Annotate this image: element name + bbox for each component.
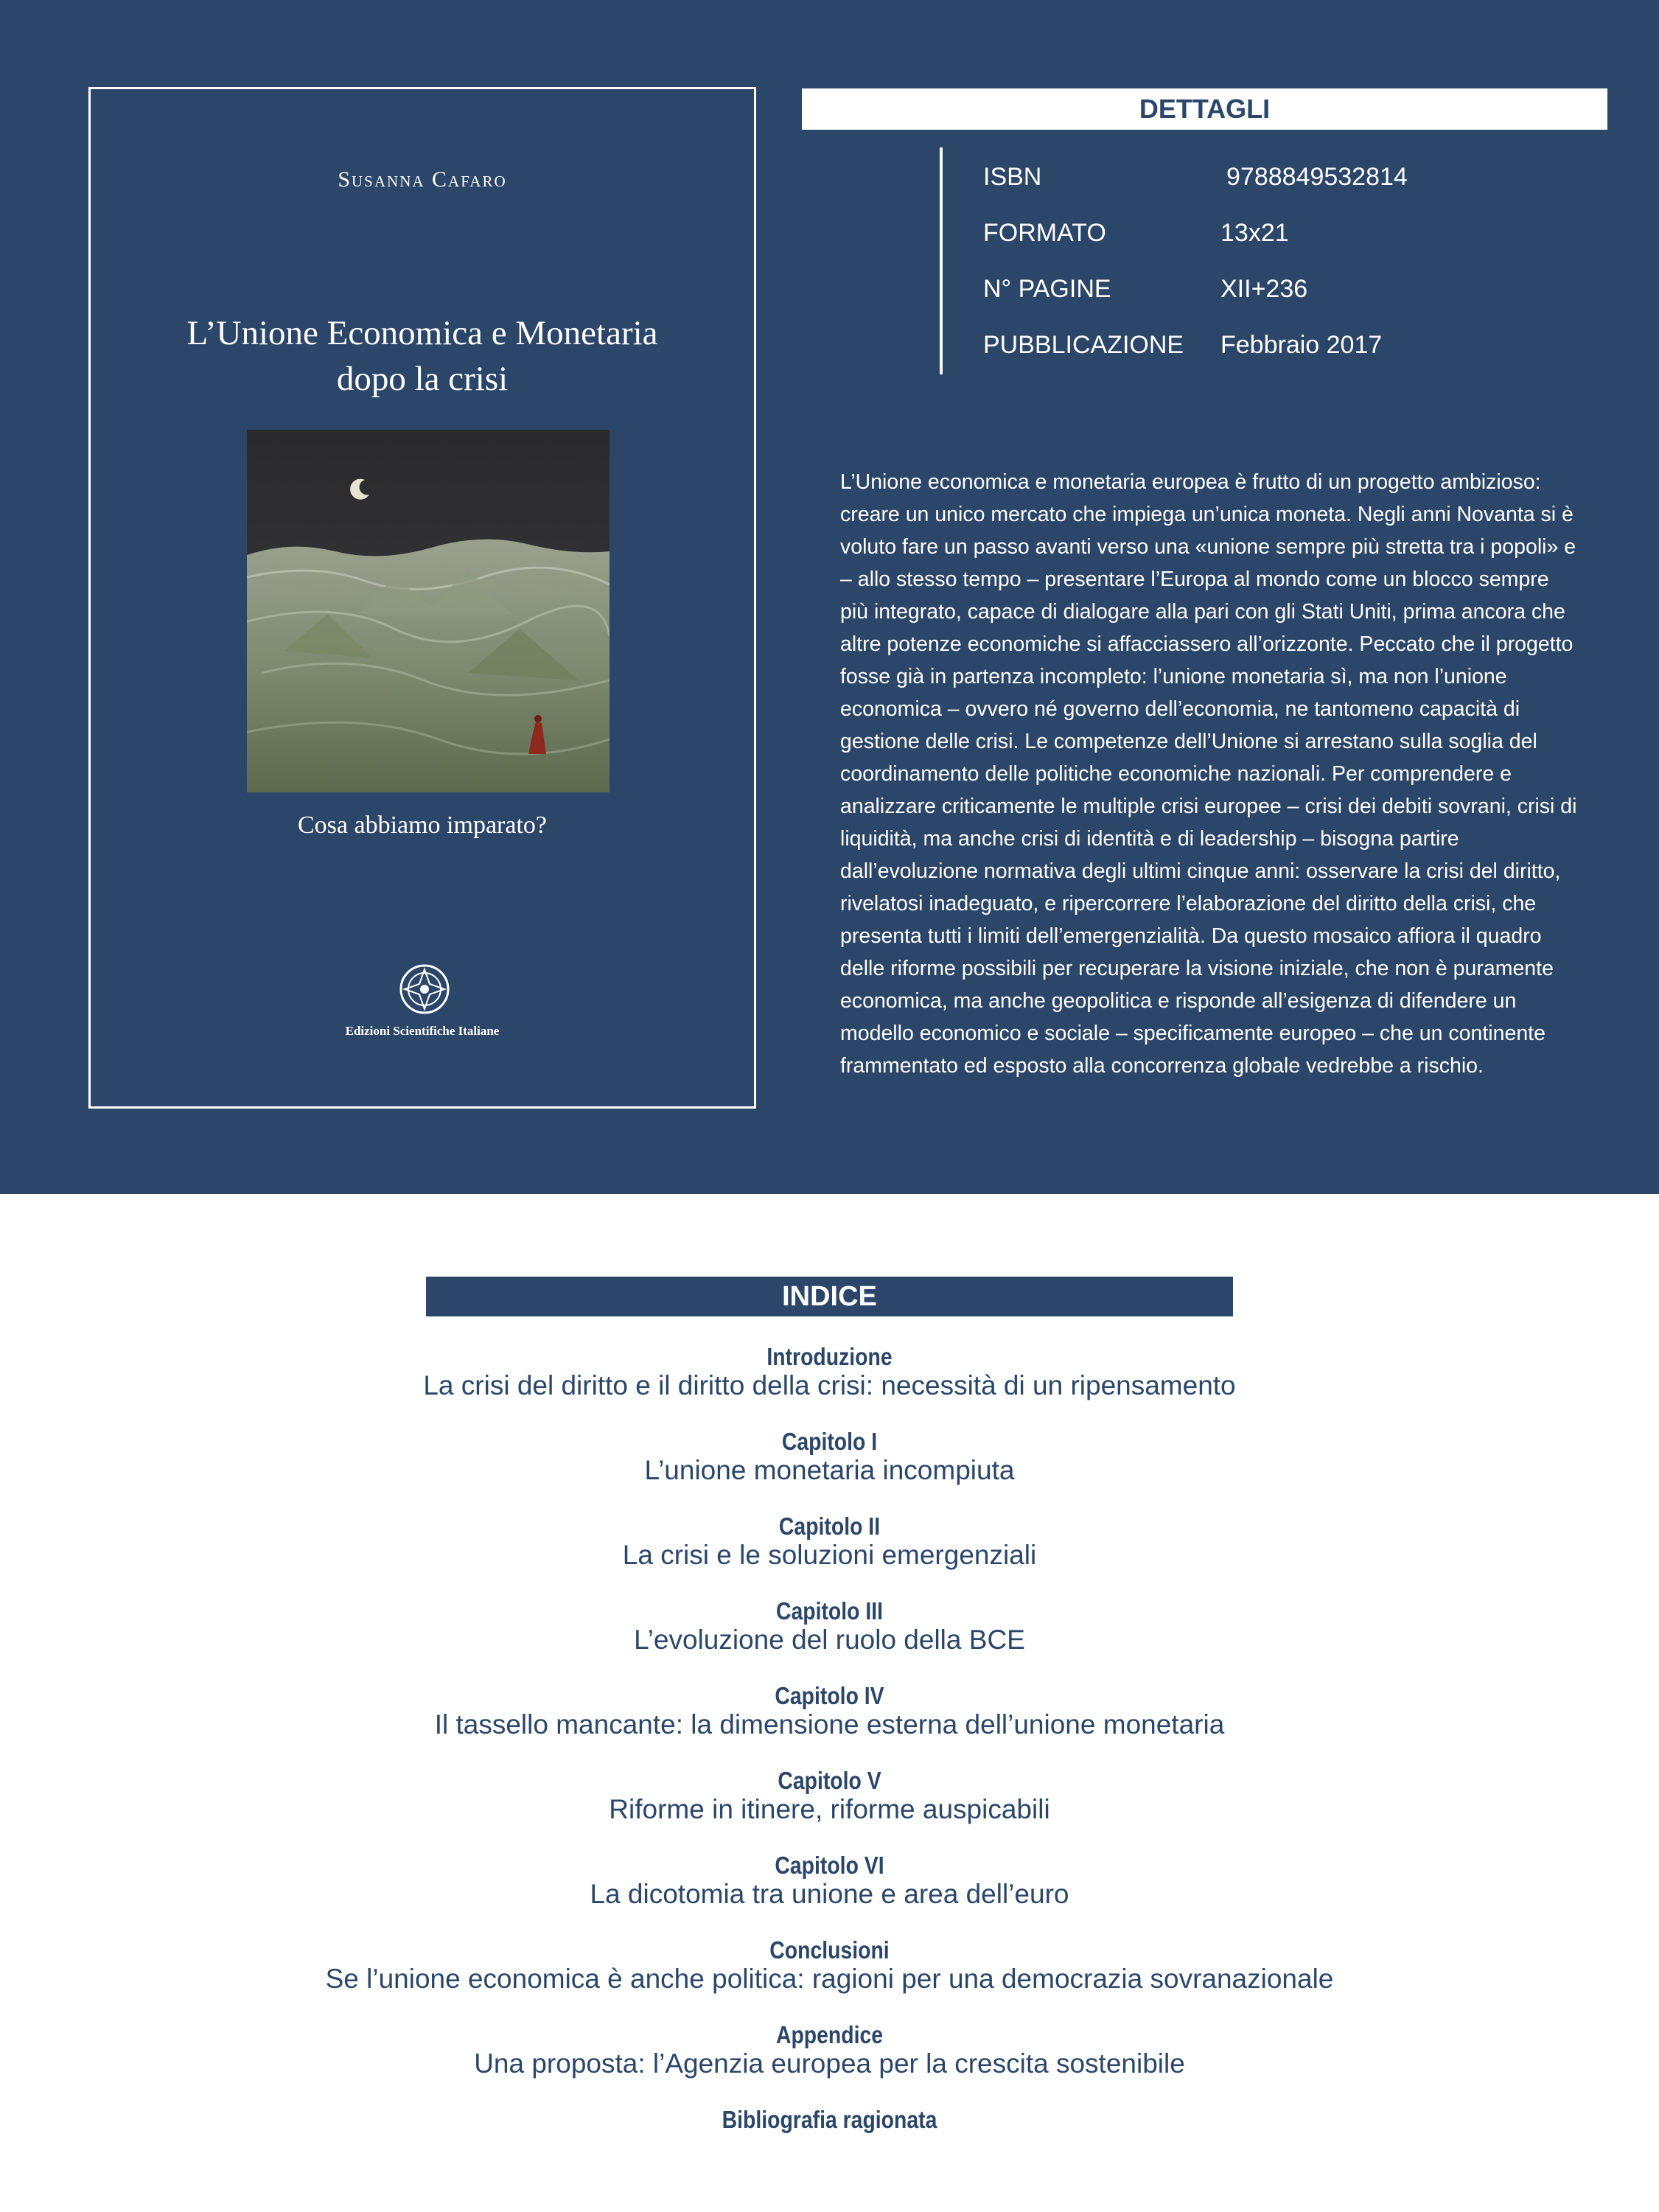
- details-label: FORMATO: [983, 219, 1106, 247]
- index-entry: [0, 2021, 1659, 2106]
- index-header: INDICE: [426, 1277, 1233, 1316]
- index-entry: [0, 1936, 1659, 2021]
- index-title: L’evoluzione del ruolo della BCE: [634, 1625, 1025, 1655]
- details-divider: [940, 147, 943, 374]
- publisher-logo-icon: [399, 963, 450, 1015]
- index-title: Se l’unione economica è anche politica: ragioni per una democrazia sovranazionale: [325, 1964, 1334, 1994]
- index-title: La dicotomia tra unione e area dell’euro: [590, 1879, 1069, 1909]
- cover-title-line2: dopo la crisi: [336, 360, 509, 398]
- details-value: 13x21: [1220, 219, 1289, 247]
- index-chapter: Capitolo II: [778, 1513, 881, 1540]
- index-entry: [0, 1767, 1659, 1852]
- details-header: DETTAGLI: [802, 88, 1607, 130]
- index-chapter: Capitolo I: [781, 1428, 878, 1455]
- index-chapter: Capitolo III: [775, 1597, 884, 1625]
- cover-subtitle: Cosa abbiamo imparato?: [297, 812, 547, 839]
- index-title: La crisi e le soluzioni emergenziali: [622, 1540, 1037, 1570]
- index-title: Una proposta: l’Agenzia europea per la crescita sostenibile: [474, 2048, 1185, 2079]
- index-entry: [0, 1682, 1659, 1767]
- details-row-formato: [983, 211, 1573, 255]
- index-chapter: Bibliografia ragionata: [722, 2106, 937, 2133]
- details-label: PUBBLICAZIONE: [983, 331, 1184, 359]
- index-chapter: Capitolo VI: [775, 1852, 884, 1879]
- index-entry: [0, 1852, 1659, 1936]
- index-title: L’unione monetaria incompiuta: [644, 1455, 1015, 1485]
- index-entry: [0, 1428, 1659, 1513]
- cover-artwork: [247, 430, 610, 792]
- details-value: 9788849532814: [1226, 163, 1408, 191]
- details-value: Febbraio 2017: [1220, 331, 1383, 359]
- details-row-pubblicazione: [983, 323, 1573, 367]
- index-list: [0, 1343, 1659, 2191]
- book-description: L’Unione economica e monetaria europea è frutto di un progetto ambizioso: creare un unico mercato che impiega un’unica moneta. Negli anni Novanta si è voluto fare un passo avanti verso una «unione sempre più stretta tra i popoli» e – allo stesso tempo – presentare l’Europa al mondo come un blocco sempre più integrato, capace di dialogare alla pari con gli Stati Uniti, prima ancora che altre potenze economiche si affacciassero all’orizzonte. Peccato che il progetto fosse già in partenza incompleto: l’unione monetaria sì, ma non l’unione economica – ovvero né governo dell’economia, ne tantomeno capacità di gestione delle crisi. Le competenze dell’Unione si arrestano sulla soglia del coordinamento delle politiche economiche nazionali. Per comprendere e analizzare criticamente le multiple crisi europee – crisi dei debiti sovrani, crisi di liquidità, ma anche crisi di identità e di leadership – bisogna partire dall’evoluzione normativa degli ultimi cinque anni: osservare la crisi del diritto, rivelatosi inadeguato, e ripercorrere l’elaborazione del diritto della crisi, che presenta tutti i limiti dell’emergenzialità. Da questo mosaico affiora il quadro delle riforme possibili per recuperare la visione iniziale, che non è puramente economica, ma anche geopolitica e risponde all’esigenza di difendere un modello economico e sociale – specificamente europeo – che un continente frammentato ed esposto alla concorrenza globale vedrebbe a rischio.: [840, 470, 1577, 1078]
- index-entry: [0, 2106, 1659, 2191]
- index-entry: [0, 1513, 1659, 1597]
- index-chapter: Appendice: [775, 2021, 884, 2048]
- index-chapter: Conclusioni: [769, 1936, 890, 1964]
- cover-title: [91, 310, 754, 402]
- index-entry: [0, 1343, 1659, 1428]
- index-chapter: Introduzione: [766, 1343, 893, 1370]
- cover-author: Susanna Cafaro: [338, 167, 507, 192]
- index-chapter: Capitolo IV: [775, 1682, 884, 1709]
- details-row-pagine: [983, 267, 1573, 311]
- index-title: La crisi del diritto e il diritto della crisi: necessità di un ripensamento: [423, 1370, 1236, 1400]
- cover-title-line1: L’Unione Economica e Monetaria: [186, 314, 658, 352]
- index-title: Il tassello mancante: la dimensione esterna dell’unione monetaria: [434, 1709, 1225, 1740]
- cover-publisher: Edizioni Scientifiche Italiane: [345, 1024, 500, 1038]
- details-label: N° PAGINE: [983, 275, 1111, 303]
- details-value: XII+236: [1220, 275, 1308, 303]
- book-cover: [88, 87, 756, 1109]
- details-row-isbn: [983, 155, 1573, 199]
- index-entry: [0, 1597, 1659, 1682]
- index-chapter: Capitolo V: [778, 1767, 881, 1794]
- index-title: Riforme in itinere, riforme auspicabili: [609, 1794, 1050, 1824]
- details-label: ISBN: [983, 163, 1042, 191]
